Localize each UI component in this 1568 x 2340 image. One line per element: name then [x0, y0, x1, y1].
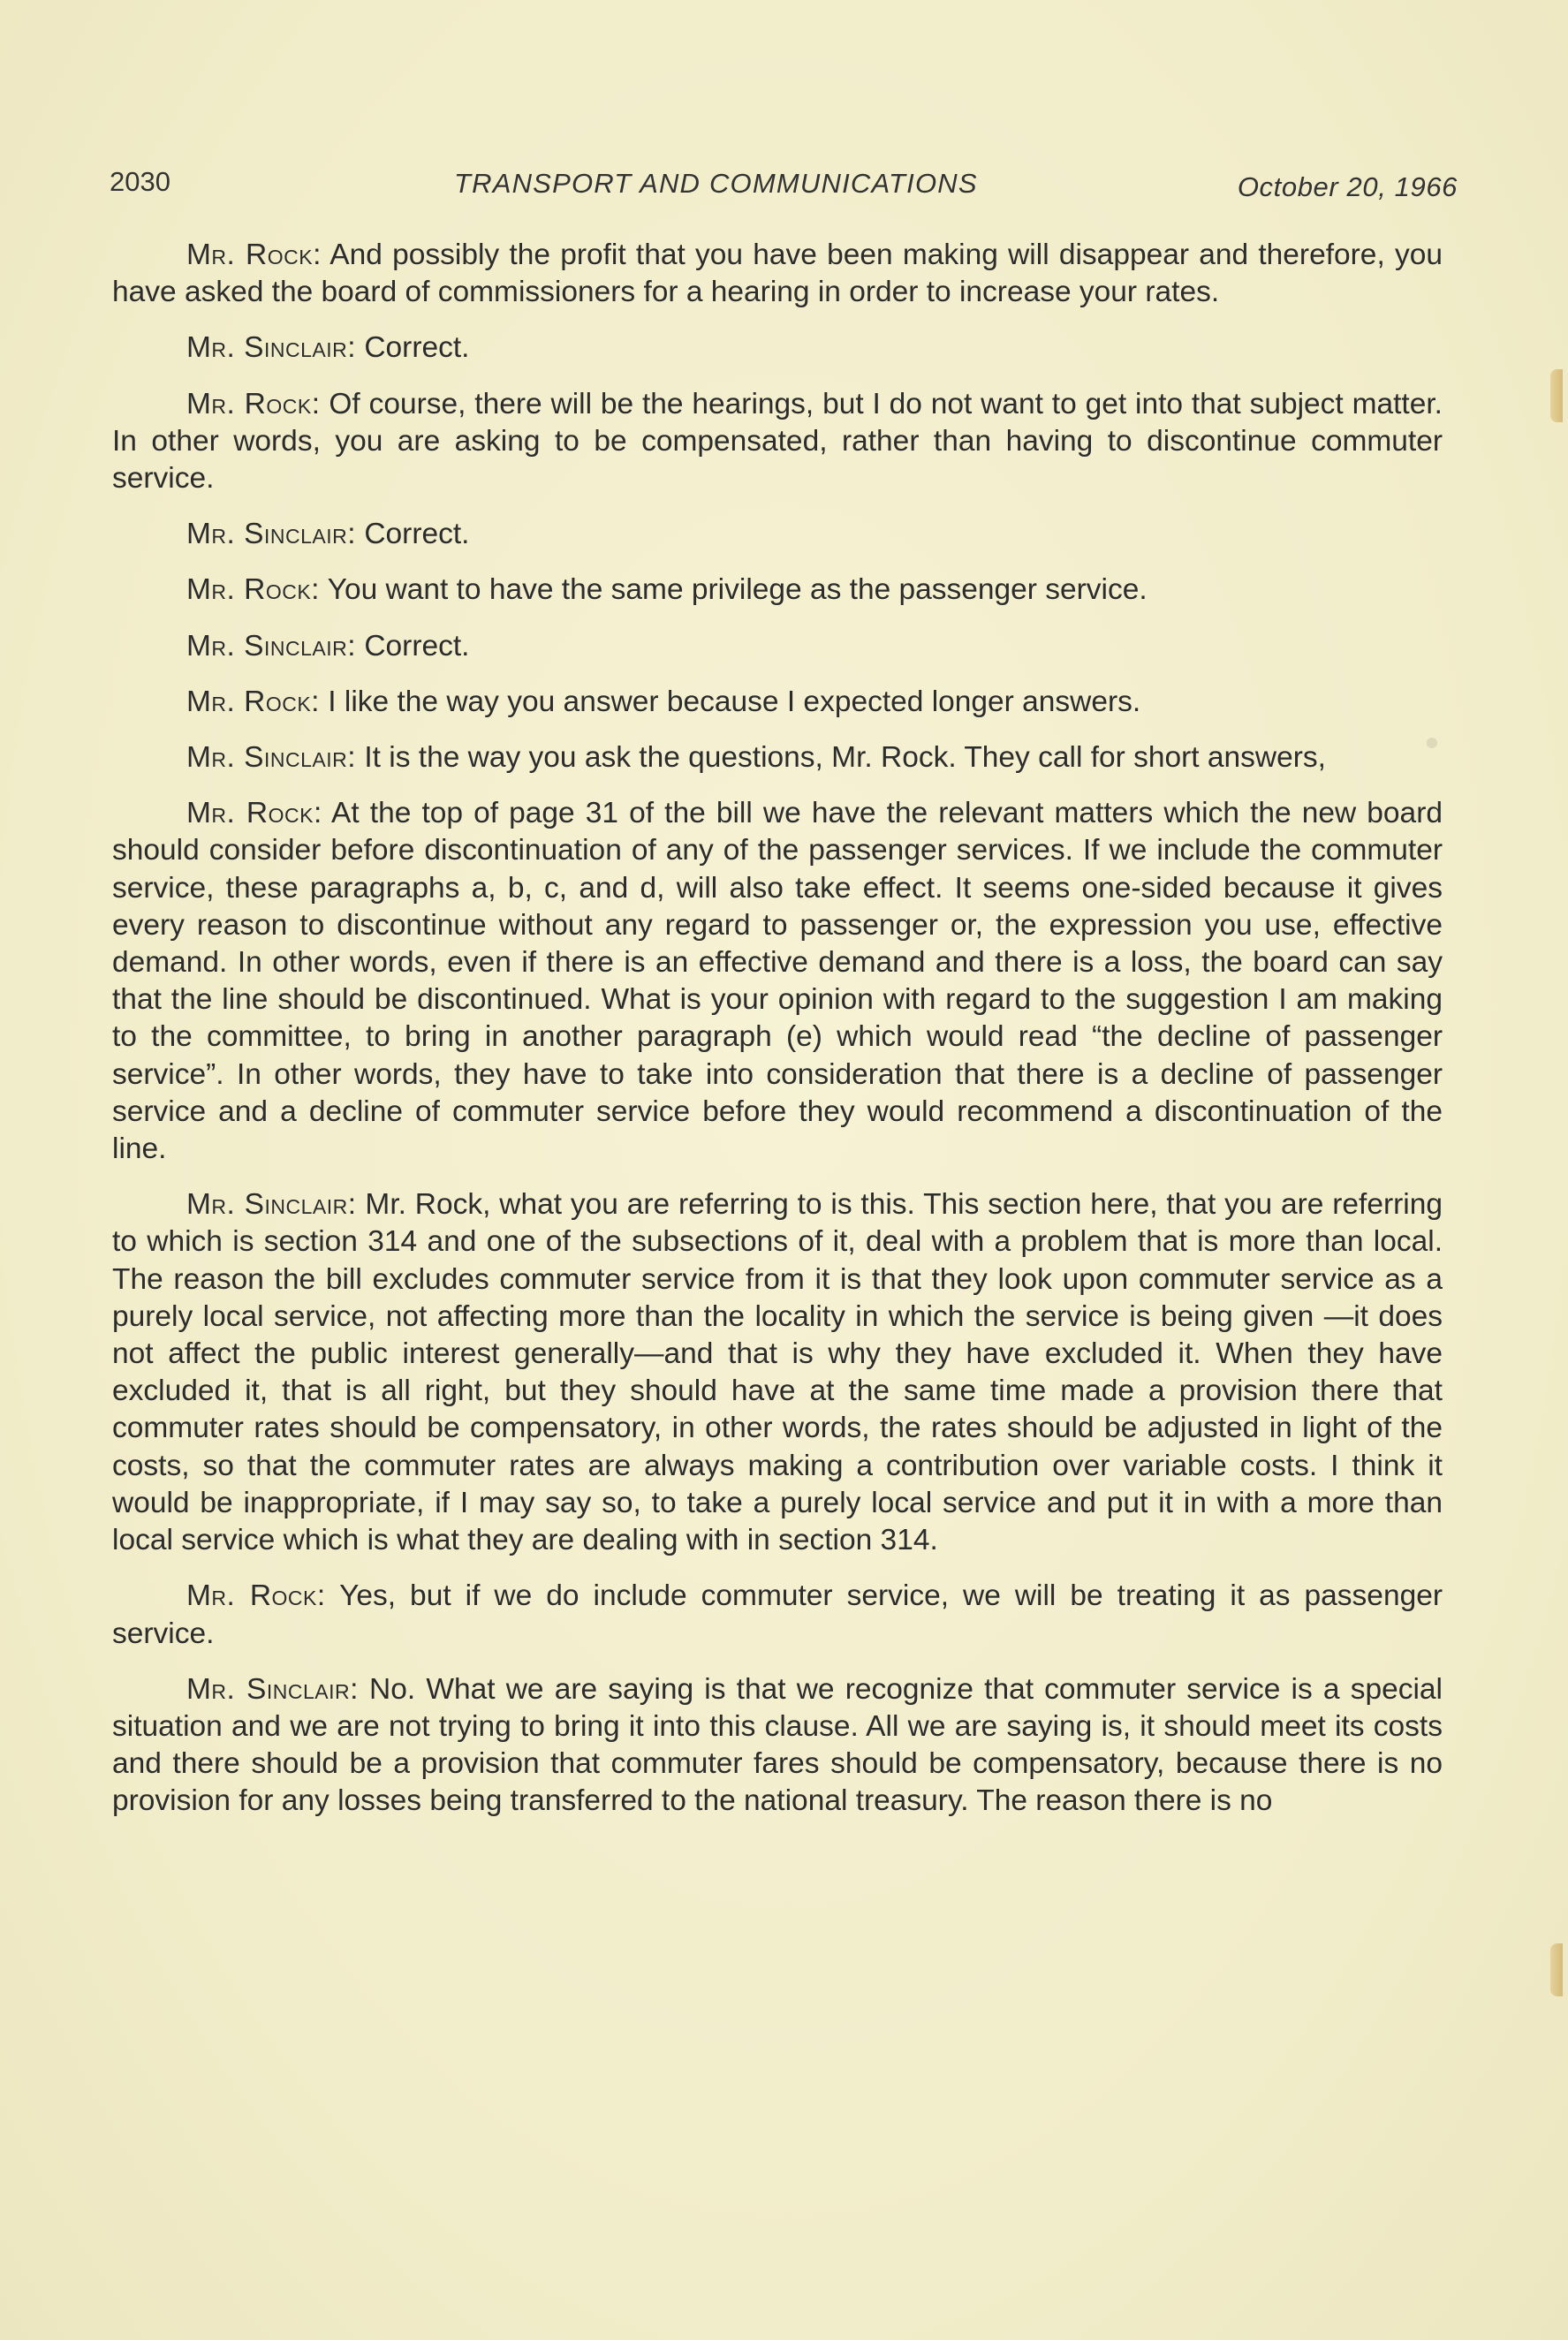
speaker-name: Mr. Rock: [186, 1579, 326, 1613]
paragraph-text: At the top of page 31 of the bill we have the relevant matters which the new board should consider before discontinuation of any of the passenger services. If we include the commuter service, these paragraphs a, b, c, and d, will also take effect. It seems one-sided because it gives every reason to discontinue without any regard to passenger or, the expression you use, effective demand. In other words, even if there is an effective demand and there is a loss, the board can say that the line should be discontinued. What is your opinion with regard to the suggestion I am making to the committee, to bring in another paragraph (e) which would read “the decline of passenger service”. In other words, they have to take into consideration that there is a decline of passenger service and a decline of commuter service before they would recommend a discontinuation of the line. [112, 797, 1443, 1166]
paragraph [112, 1578, 1443, 1652]
binding-edge-mark [1550, 369, 1563, 422]
paragraph-text: Of course, there will be the hearings, but I do not want to get into that subject matter. In other words, you are asking to be compensated, rather than having to discontinue commuter service. [112, 387, 1443, 496]
paragraph-text: Mr. Rock, what you are referring to is this. This section here, that you are referring to which is section 314 and one of the subsections of it, deal with a problem that is more than local. The reason the bill excludes commuter service from it is that they look upon commuter service as a purely local service, not affecting more than the locality in which the service is being given —it does not affect the public interest generally—and that is why they have excluded it. When they have excluded it, that is all right, but they should have at the same time made a provision there that commuter rates should be compensatory, in other words, the rates should be adjusted in light of the costs, so that the commuter rates are always making a contribution over variable costs. I think it would be inappropriate, if I may say so, to take a purely local service and put it in with a more than local service which is what they are dealing with in section 314. [112, 1188, 1443, 1557]
paragraph-text: Correct. [356, 518, 470, 551]
paragraph [112, 329, 1443, 367]
paragraph [112, 739, 1443, 776]
speaker-name: Mr. Sinclair: [186, 518, 357, 551]
running-title: TRANSPORT AND COMMUNICATIONS [454, 168, 978, 199]
paragraph [112, 516, 1443, 553]
speaker-name: Mr. Rock: [186, 573, 320, 607]
paragraph-text: Correct. [356, 331, 470, 365]
binding-edge-mark [1550, 1943, 1563, 1996]
paragraph [112, 684, 1443, 721]
paragraph [112, 1186, 1443, 1559]
speaker-name: Mr. Sinclair: [186, 1188, 357, 1222]
speaker-name: Mr. Sinclair: [186, 741, 357, 775]
paragraph-text: It is the way you ask the questions, Mr. Rock. They call for short answers, [356, 741, 1326, 775]
speaker-name: Mr. Rock: [186, 387, 321, 420]
paragraph-text: No. What we are saying is that we recognize that commuter service is a special situation and we are not trying to bring it into this clause. All we are saying is, it should meet its costs and there should be a provision that commuter fares should be compensatory, because there is no provision for any losses being transferred to the national treasury. The reason there is no [112, 1672, 1443, 1818]
speaker-name: Mr. Sinclair: [186, 629, 357, 663]
header-date: October 20, 1966 [1237, 171, 1458, 202]
transcript-body [112, 237, 1443, 1839]
paragraph-text: I like the way you answer because I expected longer answers. [319, 685, 1141, 718]
paragraph [112, 628, 1443, 665]
paragraph-text: Yes, but if we do include commuter service, we will be treating it as passenger service. [112, 1579, 1443, 1650]
paragraph [112, 795, 1443, 1168]
speaker-name: Mr. Rock: [186, 239, 322, 271]
paragraph [112, 237, 1443, 311]
paragraph-text: Correct. [356, 629, 470, 663]
paragraph-text: And possibly the profit that you have been making will disappear and therefore, you have asked the board of commissioners for a hearing in order to increase your rates. [112, 239, 1443, 309]
page-header [110, 166, 1458, 210]
speaker-name: Mr. Rock: [186, 685, 320, 718]
paragraph [112, 386, 1443, 498]
paragraph [112, 1671, 1443, 1821]
paper-spot [1427, 738, 1437, 748]
paragraph [112, 572, 1443, 609]
speaker-name: Mr. Sinclair: [186, 1672, 359, 1706]
paragraph-text: You want to have the same privilege as the passenger service. [319, 573, 1148, 607]
speaker-name: Mr. Sinclair: [186, 331, 357, 365]
page-number: 2030 [110, 166, 170, 197]
speaker-name: Mr. Rock: [186, 797, 322, 830]
